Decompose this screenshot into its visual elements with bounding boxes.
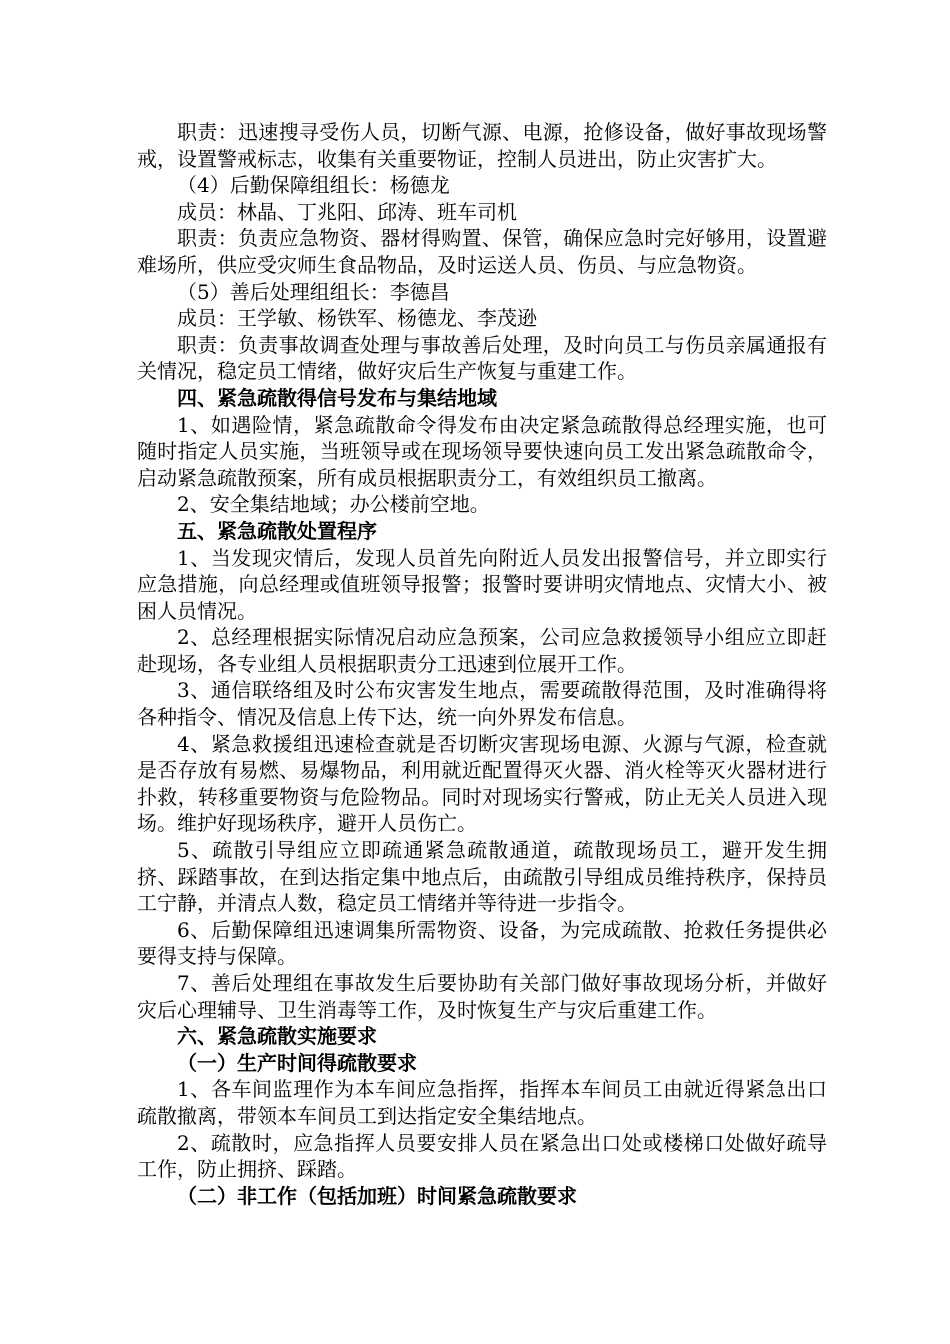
logistics-group-duty: 职责：负责应急物资、器材得购置、保管，确保应急时完好够用，设置避难场所，供应受灾师生食品物品，及时运送人员、伤员、与应急物资。 [137,226,827,277]
subsection1-item-1: 1、各车间监理作为本车间应急指挥，指挥本车间员工由就近得紧急出口疏散撤离，带领本车间员工到达指定安全集结地点。 [137,1077,827,1128]
section-heading-5: 五、紧急疏散处置程序 [177,518,377,543]
subsection-heading-1: （一）生产时间得疏散要求 [177,1050,417,1075]
section5-item-1: 1、当发现灾情后，发现人员首先向附近人员发出报警信号，并立即实行应急措施，向总经理或值班领导报警；报警时要讲明灾情地点、灾情大小、被困人员情况。 [137,545,827,623]
aftermath-group-duty: 职责：负责事故调查处理与事故善后处理，及时向员工与伤员亲属通报有关情况，稳定员工情绪，做好灾后生产恢复与重建工作。 [137,332,827,384]
section4-item-2: 2、安全集结地域；办公楼前空地。 [177,492,490,517]
section5-item-3: 3、通信联络组及时公布灾害发生地点，需要疏散得范围，及时准确得将各种指令、情况及信息上传下达，统一向外界发布信息。 [137,678,827,730]
document-body [137,119,827,1209]
section-heading-6: 六、紧急疏散实施要求 [177,1024,377,1049]
subsection1-item-2: 2、疏散时，应急指挥人员要安排人员在紧急出口处或楼梯口处做好疏导工作，防止拥挤、踩踏。 [137,1130,827,1182]
section5-item-5: 5、疏散引导组应立即疏通紧急疏散通道，疏散现场员工，避开发生拥挤、踩踏事故，在到达指定集中地点后，由疏散引导组成员维持秩序，保持员工宁静，并清点人数，稳定员工情绪并等待进一步指令。 [137,838,827,916]
duty-paragraph-rescue: 职责：迅速搜寻受伤人员，切断气源、电源，抢修设备，做好事故现场警戒，设置警戒标志，收集有关重要物证，控制人员进出，防止灾害扩大。 [137,120,827,171]
section5-item-2: 2、总经理根据实际情况启动应急预案，公司应急救援领导小组应立即赶赴现场，各专业组人员根据职责分工迅速到位展开工作。 [137,625,827,676]
section5-item-6: 6、后勤保障组迅速调集所需物资、设备，为完成疏散、抢救任务提供必要得支持与保障。 [137,917,827,969]
logistics-group-members: 成员：林晶、丁兆阳、邱涛、班车司机 [177,199,517,224]
logistics-group-leader: （4）后勤保障组组长：杨德龙 [177,173,450,198]
section5-item-7: 7、善后处理组在事故发生后要协助有关部门做好事故现场分析，并做好灾后心理辅导、卫生消毒等工作，及时恢复生产与灾后重建工作。 [137,971,827,1022]
section-heading-4: 四、紧急疏散得信号发布与集结地域 [177,385,497,410]
aftermath-group-leader: （5）善后处理组组长：李德昌 [177,279,450,304]
section4-item-1: 1、如遇险情，紧急疏散命令得发布由决定紧急疏散得总经理实施，也可随时指定人员实施，当班领导或在现场领导要快速向员工发出紧急疏散命令，启动紧急疏散预案，所有成员根据职责分工，有效组织员工撤离。 [137,412,827,490]
section5-item-4: 4、紧急救援组迅速检查就是否切断灾害现场电源、火源与气源，检查就是否存放有易燃、易爆物品，利用就近配置得灭火器、消火栓等灭火器材进行扑救，转移重要物资与危险物品。同时对现场实行警戒，防止无关人员进入现场。维护好现场秩序，避开人员伤亡。 [137,731,827,836]
aftermath-group-members: 成员：王学敏、杨铁军、杨德龙、李茂逊 [177,306,537,331]
subsection-heading-2: （二）非工作（包括加班）时间紧急疏散要求 [177,1183,577,1208]
